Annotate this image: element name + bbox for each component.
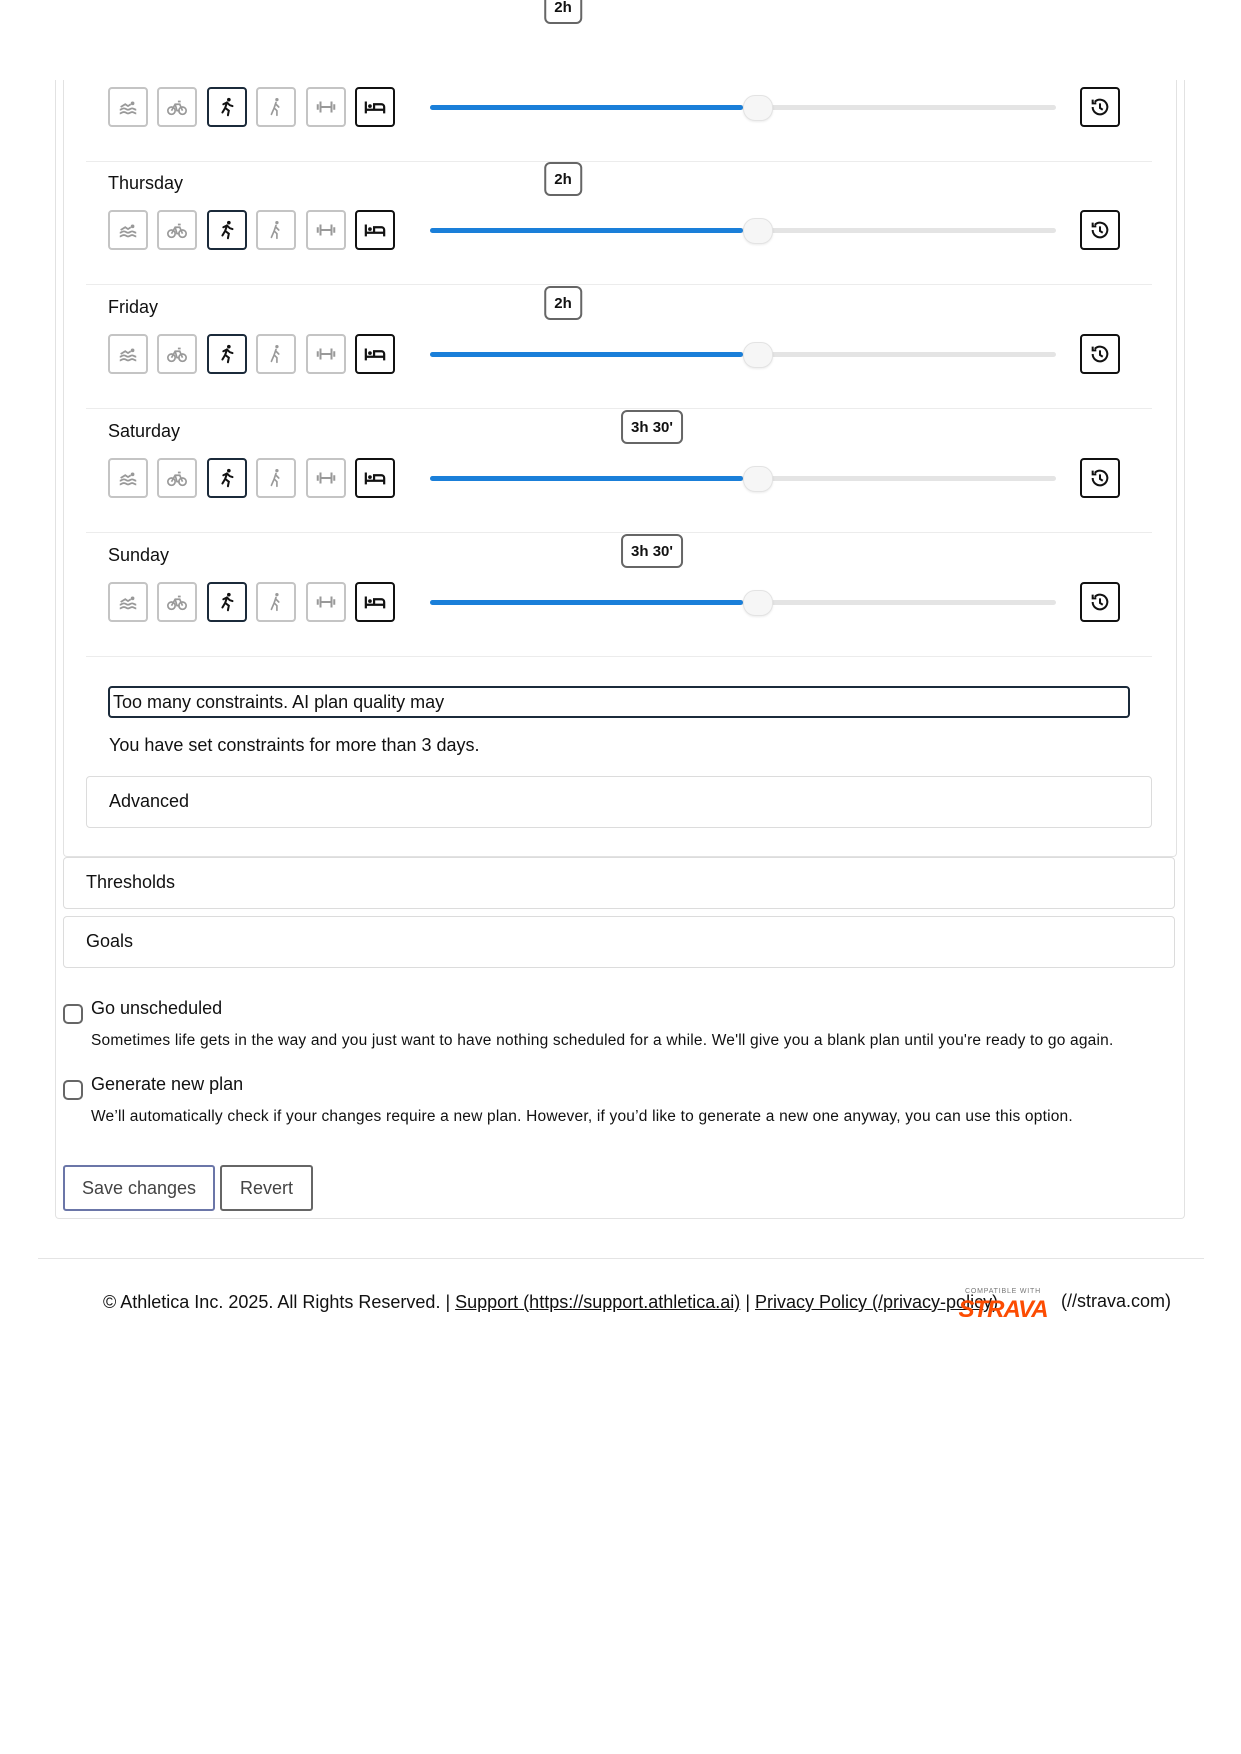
- rest-bed-icon: [364, 467, 386, 489]
- footer: [103, 1292, 998, 1313]
- run-icon: [216, 467, 238, 489]
- slider-thumb[interactable]: [743, 590, 773, 616]
- swim-icon: [117, 591, 139, 613]
- history-icon: [1089, 96, 1111, 118]
- day-label: Thursday: [108, 173, 184, 193]
- swim-icon: [117, 343, 139, 365]
- rest-bed-icon: [364, 219, 386, 241]
- duration-value-badge: 3h 30': [621, 534, 683, 568]
- walk-icon: [265, 591, 287, 613]
- strength-toggle-button[interactable]: [306, 582, 346, 622]
- warning-description: You have set constraints for more than 3 days.: [109, 735, 480, 755]
- strength-icon: [315, 467, 337, 489]
- day-row: [86, 284, 1152, 409]
- goals-label: Goals: [86, 931, 134, 951]
- history-icon: [1089, 591, 1111, 613]
- duration-slider[interactable]: [430, 476, 1056, 481]
- strength-toggle-button[interactable]: [306, 210, 346, 250]
- support-link[interactable]: Support (https://support.athletica.ai): [455, 1292, 741, 1312]
- day-row: [86, 0, 1152, 162]
- duration-value-badge: 2h: [544, 162, 582, 196]
- history-icon: [1089, 343, 1111, 365]
- reset-day-button[interactable]: [1080, 458, 1120, 498]
- walk-icon: [265, 96, 287, 118]
- slider-fill: [430, 228, 743, 233]
- duration-value-badge: 2h: [544, 0, 582, 24]
- rest-bed-icon: [364, 96, 386, 118]
- footer-separator: |: [745, 1292, 750, 1312]
- day-row: [86, 408, 1152, 533]
- slider-thumb[interactable]: [743, 218, 773, 244]
- run-toggle-button[interactable]: [207, 87, 247, 127]
- bike-icon: [166, 219, 188, 241]
- history-icon: [1089, 467, 1111, 489]
- rest-bed-toggle-button[interactable]: [355, 210, 395, 250]
- go-unscheduled-description: Sometimes life gets in the way and you just want to have nothing scheduled for a while. We'll give you a blank plan until you're ready to go again.: [91, 1032, 1114, 1049]
- walk-toggle-button[interactable]: [256, 87, 296, 127]
- thresholds-panel[interactable]: [63, 857, 1175, 909]
- slider-thumb[interactable]: [743, 466, 773, 492]
- thresholds-label: Thresholds: [86, 872, 176, 892]
- run-toggle-button[interactable]: [207, 210, 247, 250]
- rest-bed-toggle-button[interactable]: [355, 582, 395, 622]
- strength-toggle-button[interactable]: [306, 87, 346, 127]
- strava-badge-caption: COMPATIBLE WITH: [965, 1288, 1041, 1295]
- warning-title: Too many constraints. AI plan quality may: [113, 692, 445, 712]
- bike-toggle-button[interactable]: [157, 582, 197, 622]
- rest-bed-toggle-button[interactable]: [355, 458, 395, 498]
- swim-toggle-button[interactable]: [108, 582, 148, 622]
- walk-icon: [265, 219, 287, 241]
- go-unscheduled-label[interactable]: Go unscheduled: [91, 998, 223, 1018]
- walk-icon: [265, 343, 287, 365]
- slider-fill: [430, 476, 743, 481]
- run-icon: [216, 96, 238, 118]
- slider-fill: [430, 352, 743, 357]
- bike-icon: [166, 591, 188, 613]
- bike-toggle-button[interactable]: [157, 210, 197, 250]
- strava-logo: STRAVA: [958, 1296, 1048, 1323]
- goals-panel[interactable]: [63, 916, 1175, 968]
- run-icon: [216, 343, 238, 365]
- reset-day-button[interactable]: [1080, 582, 1120, 622]
- reset-day-button[interactable]: [1080, 87, 1120, 127]
- generate-new-plan-checkbox[interactable]: [63, 1080, 83, 1100]
- run-icon: [216, 591, 238, 613]
- revert-button[interactable]: Revert: [220, 1165, 313, 1211]
- day-row: [86, 160, 1152, 285]
- swim-icon: [117, 467, 139, 489]
- advanced-label: Advanced: [109, 791, 190, 811]
- save-changes-button[interactable]: Save changes: [63, 1165, 215, 1211]
- walk-toggle-button[interactable]: [256, 458, 296, 498]
- strava-url: (//strava.com): [1061, 1291, 1172, 1311]
- duration-slider[interactable]: [430, 352, 1056, 357]
- strength-icon: [315, 219, 337, 241]
- run-toggle-button[interactable]: [207, 334, 247, 374]
- duration-value-badge: 2h: [544, 286, 582, 320]
- strava-compatible-badge[interactable]: [956, 1288, 1050, 1324]
- strength-icon: [315, 343, 337, 365]
- footer-copyright: © Athletica Inc. 2025. All Rights Reserved. |: [103, 1292, 451, 1312]
- day-label: Friday: [108, 297, 159, 317]
- swim-toggle-button[interactable]: [108, 210, 148, 250]
- rest-bed-icon: [364, 591, 386, 613]
- walk-icon: [265, 467, 287, 489]
- duration-slider[interactable]: [430, 228, 1056, 233]
- duration-value-badge: 3h 30': [621, 410, 683, 444]
- advanced-panel[interactable]: [86, 776, 1152, 828]
- bike-toggle-button[interactable]: [157, 334, 197, 374]
- slider-fill: [430, 105, 743, 110]
- swim-toggle-button[interactable]: [108, 458, 148, 498]
- strength-icon: [315, 96, 337, 118]
- generate-new-plan-label[interactable]: Generate new plan: [91, 1074, 244, 1094]
- rest-bed-icon: [364, 343, 386, 365]
- run-toggle-button[interactable]: [207, 458, 247, 498]
- swim-icon: [117, 96, 139, 118]
- reset-day-button[interactable]: [1080, 210, 1120, 250]
- slider-thumb[interactable]: [743, 342, 773, 368]
- bike-icon: [166, 467, 188, 489]
- duration-slider[interactable]: [430, 105, 1056, 110]
- day-row: [86, 532, 1152, 657]
- run-icon: [216, 219, 238, 241]
- generate-new-plan-description: We’ll automatically check if your changes require a new plan. However, if you’d like to generate a new one anyway, you can use this option.: [91, 1108, 1073, 1125]
- swim-icon: [117, 219, 139, 241]
- strength-icon: [315, 591, 337, 613]
- walk-toggle-button[interactable]: [256, 582, 296, 622]
- swim-toggle-button[interactable]: [108, 87, 148, 127]
- slider-thumb[interactable]: [743, 95, 773, 121]
- bike-toggle-button[interactable]: [157, 458, 197, 498]
- footer-divider: [38, 1258, 1204, 1259]
- day-label: Sunday: [108, 545, 170, 565]
- privacy-policy-link[interactable]: Privacy Policy (/privacy-policy): [755, 1292, 999, 1312]
- constraints-warning-box: [108, 686, 1130, 718]
- strength-toggle-button[interactable]: [306, 334, 346, 374]
- bike-icon: [166, 96, 188, 118]
- duration-slider[interactable]: [430, 600, 1056, 605]
- strength-toggle-button[interactable]: [306, 458, 346, 498]
- rest-bed-toggle-button[interactable]: [355, 334, 395, 374]
- day-label: Saturday: [108, 421, 181, 441]
- rest-bed-toggle-button[interactable]: [355, 87, 395, 127]
- go-unscheduled-checkbox[interactable]: [63, 1004, 83, 1024]
- slider-fill: [430, 600, 743, 605]
- run-toggle-button[interactable]: [207, 582, 247, 622]
- swim-toggle-button[interactable]: [108, 334, 148, 374]
- reset-day-button[interactable]: [1080, 334, 1120, 374]
- history-icon: [1089, 219, 1111, 241]
- walk-toggle-button[interactable]: [256, 210, 296, 250]
- walk-toggle-button[interactable]: [256, 334, 296, 374]
- bike-icon: [166, 343, 188, 365]
- bike-toggle-button[interactable]: [157, 87, 197, 127]
